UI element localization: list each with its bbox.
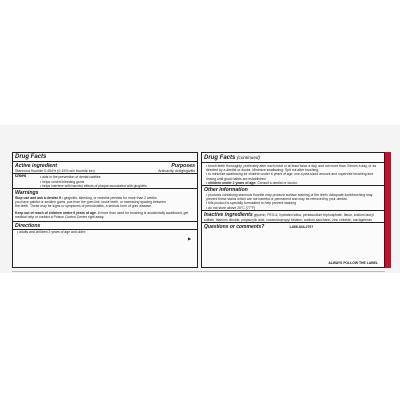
- drug-facts-title: Drug Facts: [15, 154, 47, 160]
- stop-use-bold: Stop use and ask a dentist if: [15, 196, 61, 201]
- directions-item: • brush teeth thoroughly, preferably after each meal or at least twice a day, and not more than 3 times a day, or as directed by a dentist or doctor. Minimize swallowing. Spit out after brushing.: [206, 164, 382, 172]
- uses-item: • helps interfere with harmful effects of plaque associated with gingivitis: [40, 184, 147, 188]
- drug-facts-title: Drug Facts: [204, 155, 236, 161]
- inactive-ingredients: [202, 211, 384, 222]
- children-rest: Consult a dentist or doctor.: [257, 180, 298, 185]
- inactive-ingredients-label: Inactive ingredients: [204, 211, 253, 218]
- drug-facts-continued-title: [202, 153, 384, 162]
- purposes-label: Purposes: [171, 163, 195, 169]
- questions-label: Questions or comments?: [204, 224, 265, 231]
- directions-item: • to minimize swallowing for children under 6 years of age, use a pea-sized amount and supervise brushing and rinsing until good habits are established: [206, 172, 382, 180]
- directions-item: • adults and children 2 years of age and older:: [17, 230, 195, 234]
- directions-list: [13, 230, 197, 234]
- stop-use-line: Stop use and ask a dentist if • gingivitis, bleeding, or redness persists for more than 2 weeks: [15, 196, 157, 201]
- uses-item: • helps control bleeding gums: [40, 180, 147, 184]
- other-information-label: Other information: [204, 187, 248, 194]
- other-item: • this product is specially formulated to help prevent staining: [206, 201, 382, 205]
- uses-list: [37, 175, 147, 188]
- stop-use-rest: gingivitis, bleeding, or redness persists for more than 2 weeks: [63, 196, 157, 201]
- other-item: • products containing stannous fluoride may produce surface staining of the teeth. Adequate toothbrushing may prevent these stains which are not harmful or permanent and may be removed by your dentist.: [206, 193, 382, 201]
- phone-number: 1-866-844-2797: [289, 225, 314, 230]
- red-edge-strip: [385, 152, 391, 268]
- children-bold: children under 2 years of age:: [208, 180, 257, 185]
- active-ingredient-label: Active ingredient: [15, 163, 58, 169]
- other-item: • do not store above 25°C (77°F): [206, 206, 382, 210]
- uses-item: • aids in the prevention of dental cavities: [40, 175, 147, 179]
- uses-section: [13, 174, 197, 188]
- other-information-list: [202, 193, 384, 210]
- inactive-ingredients-text: glycerin, PEG-6, hydrated silica, pentasodium triphosphate, flavor, sodium lauryl sulfate, titanium dioxide, polyacrylic acid, cocamidopropyl betaine, sodium saccharin, zinc chloride, carrageenan: [204, 212, 374, 222]
- active-ingredient-header-row: [13, 162, 197, 169]
- continued-label: (continued): [237, 155, 260, 160]
- always-follow-label: ALWAYS FOLLOW THE LABEL: [328, 261, 378, 265]
- continued-arrow-icon: ▶: [188, 236, 192, 241]
- drug-facts-right-panel: [201, 152, 385, 268]
- keep-out-text: [13, 211, 197, 219]
- directions-label: Directions: [15, 223, 41, 230]
- carton-fold-line: [12, 271, 385, 272]
- keep-out-rest: If more than used for brushing is accidentally swallowed, get medical help or contact a Poison Control Center right away.: [15, 210, 189, 219]
- active-ingredient-text: Stannous fluoride 0.454% (0.15% w/v fluoride ion): [15, 169, 95, 173]
- keep-out-bold: Keep out of reach of children under 6 years of age.: [15, 210, 97, 215]
- directions-continued-list: [202, 163, 384, 185]
- drug-facts-left-panel: [12, 152, 198, 268]
- uses-label: Uses: [15, 174, 27, 180]
- warnings-label: Warnings: [15, 190, 39, 197]
- warning-line: you have painful or swollen gums, pus from the gum line, loose teeth, or increasing spacing between: [15, 200, 166, 205]
- warning-line: the teeth. These may be signs or symptoms of periodontitis, a serious form of gum disease.: [15, 204, 152, 209]
- questions-row: [202, 223, 384, 230]
- purposes-text: Anticavity, Antigingivitis: [158, 169, 195, 173]
